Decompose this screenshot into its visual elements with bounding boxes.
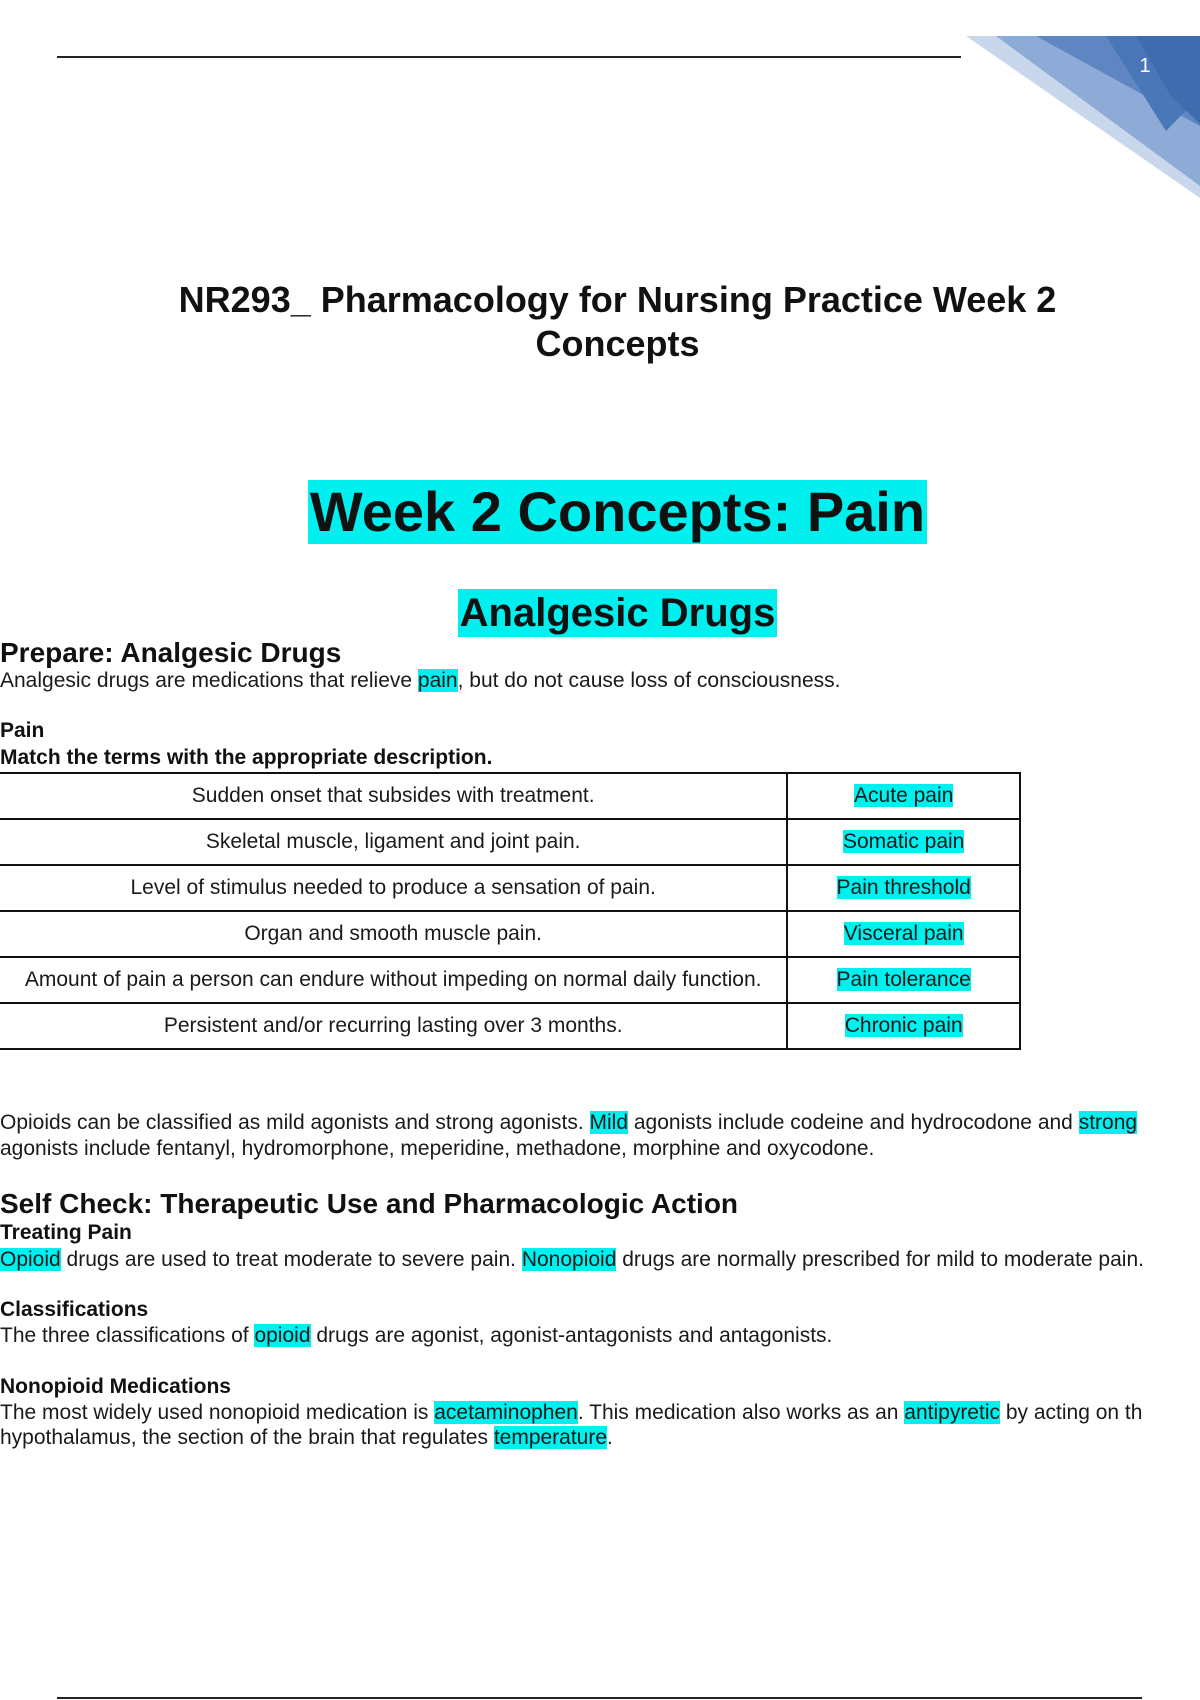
opioids-text: Opioids can be classified as mild agonists and strong agonists. bbox=[0, 1111, 590, 1134]
description-cell: Organ and smooth muscle pain. bbox=[0, 911, 787, 957]
opioids-paragraph-line2: agonists include fentanyl, hydromorphone, meperidine, methadone, morphine and oxycodone. bbox=[0, 1137, 875, 1160]
treating-text: drugs are used to treat moderate to severe pain. bbox=[60, 1248, 522, 1271]
term-text: Chronic pain bbox=[844, 1014, 963, 1037]
nonopioid-paragraph-line2 bbox=[0, 1425, 613, 1451]
nonopioid-text: by acting on th bbox=[1000, 1401, 1143, 1424]
week-heading-text: Week 2 Concepts: Pain bbox=[309, 480, 926, 543]
treating-pain-heading: Treating Pain bbox=[0, 1221, 132, 1244]
table-row bbox=[0, 1003, 1020, 1049]
classifications-text: drugs are agonist, agonist-antagonists and antagonists. bbox=[310, 1324, 833, 1347]
footer-rule bbox=[57, 1697, 1142, 1699]
nonopioid-text: . This medication also works as an bbox=[577, 1401, 905, 1424]
table-row bbox=[0, 911, 1020, 957]
nonopioid-heading: Nonopioid Medications bbox=[0, 1375, 231, 1398]
section-heading bbox=[0, 589, 1200, 637]
highlight-opioid: opioid bbox=[254, 1324, 311, 1347]
highlight-antipyretic: antipyretic bbox=[904, 1401, 1000, 1424]
page-number: 1 bbox=[1139, 55, 1151, 77]
term-cell bbox=[787, 911, 1020, 957]
term-cell bbox=[787, 819, 1020, 865]
highlight-mild: Mild bbox=[589, 1111, 629, 1134]
term-cell bbox=[787, 957, 1020, 1003]
header-rule bbox=[57, 56, 961, 58]
prepare-heading: Prepare: Analgesic Drugs bbox=[0, 637, 342, 668]
classifications-paragraph bbox=[0, 1323, 832, 1349]
treating-pain-paragraph bbox=[0, 1247, 1144, 1273]
matching-table bbox=[0, 772, 1021, 1050]
treating-text: drugs are normally prescribed for mild to moderate pain. bbox=[616, 1248, 1144, 1271]
prepare-text-after: , but do not cause loss of consciousness. bbox=[457, 669, 841, 692]
table-row bbox=[0, 865, 1020, 911]
pain-heading: Pain bbox=[0, 719, 45, 742]
term-text: Pain threshold bbox=[836, 876, 971, 899]
prepare-text-before: Analgesic drugs are medications that relieve bbox=[0, 669, 418, 692]
classifications-heading: Classifications bbox=[0, 1298, 149, 1321]
document-title: NR293_ Pharmacology for Nursing Practice Week 2 Concepts bbox=[178, 279, 1057, 364]
page-corner-decoration bbox=[966, 36, 1200, 198]
highlight-acetaminophen: acetaminophen bbox=[434, 1401, 578, 1424]
term-cell bbox=[787, 865, 1020, 911]
highlight-strong: strong bbox=[1078, 1111, 1138, 1134]
highlight-temperature: temperature bbox=[493, 1426, 608, 1449]
opioids-paragraph-line1 bbox=[0, 1110, 1137, 1136]
nonopioid-paragraph-line1 bbox=[0, 1400, 1142, 1426]
highlight-nonopioid: Nonopioid bbox=[521, 1248, 617, 1271]
term-text: Somatic pain bbox=[842, 830, 965, 853]
table-row bbox=[0, 957, 1020, 1003]
match-instruction: Match the terms with the appropriate description. bbox=[0, 746, 493, 769]
table-row bbox=[0, 819, 1020, 865]
nonopioid-text: . bbox=[607, 1426, 613, 1449]
section-heading-text: Analgesic Drugs bbox=[459, 591, 776, 635]
highlight-pain: pain bbox=[417, 669, 458, 692]
nonopioid-text: The most widely used nonopioid medication is bbox=[0, 1401, 435, 1424]
week-heading bbox=[0, 480, 1200, 544]
description-cell: Skeletal muscle, ligament and joint pain. bbox=[0, 819, 787, 865]
term-text: Acute pain bbox=[854, 784, 954, 807]
self-check-heading: Self Check: Therapeutic Use and Pharmacologic Action bbox=[0, 1188, 739, 1219]
description-cell: Amount of pain a person can endure without impeding on normal daily function. bbox=[0, 957, 787, 1003]
term-cell bbox=[787, 1003, 1020, 1049]
term-cell bbox=[787, 773, 1020, 819]
term-text: Visceral pain bbox=[843, 922, 964, 945]
description-cell: Sudden onset that subsides with treatment. bbox=[0, 773, 787, 819]
nonopioid-text: hypothalamus, the section of the brain that regulates bbox=[0, 1426, 494, 1449]
highlight-opioid: Opioid bbox=[0, 1248, 61, 1271]
table-row bbox=[0, 773, 1020, 819]
opioids-text: agonists include codeine and hydrocodone and bbox=[628, 1111, 1079, 1134]
classifications-text: The three classifications of bbox=[0, 1324, 255, 1347]
description-cell: Level of stimulus needed to produce a sensation of pain. bbox=[0, 865, 787, 911]
prepare-paragraph bbox=[0, 668, 841, 694]
term-text: Pain tolerance bbox=[836, 968, 971, 991]
description-cell: Persistent and/or recurring lasting over 3 months. bbox=[0, 1003, 787, 1049]
